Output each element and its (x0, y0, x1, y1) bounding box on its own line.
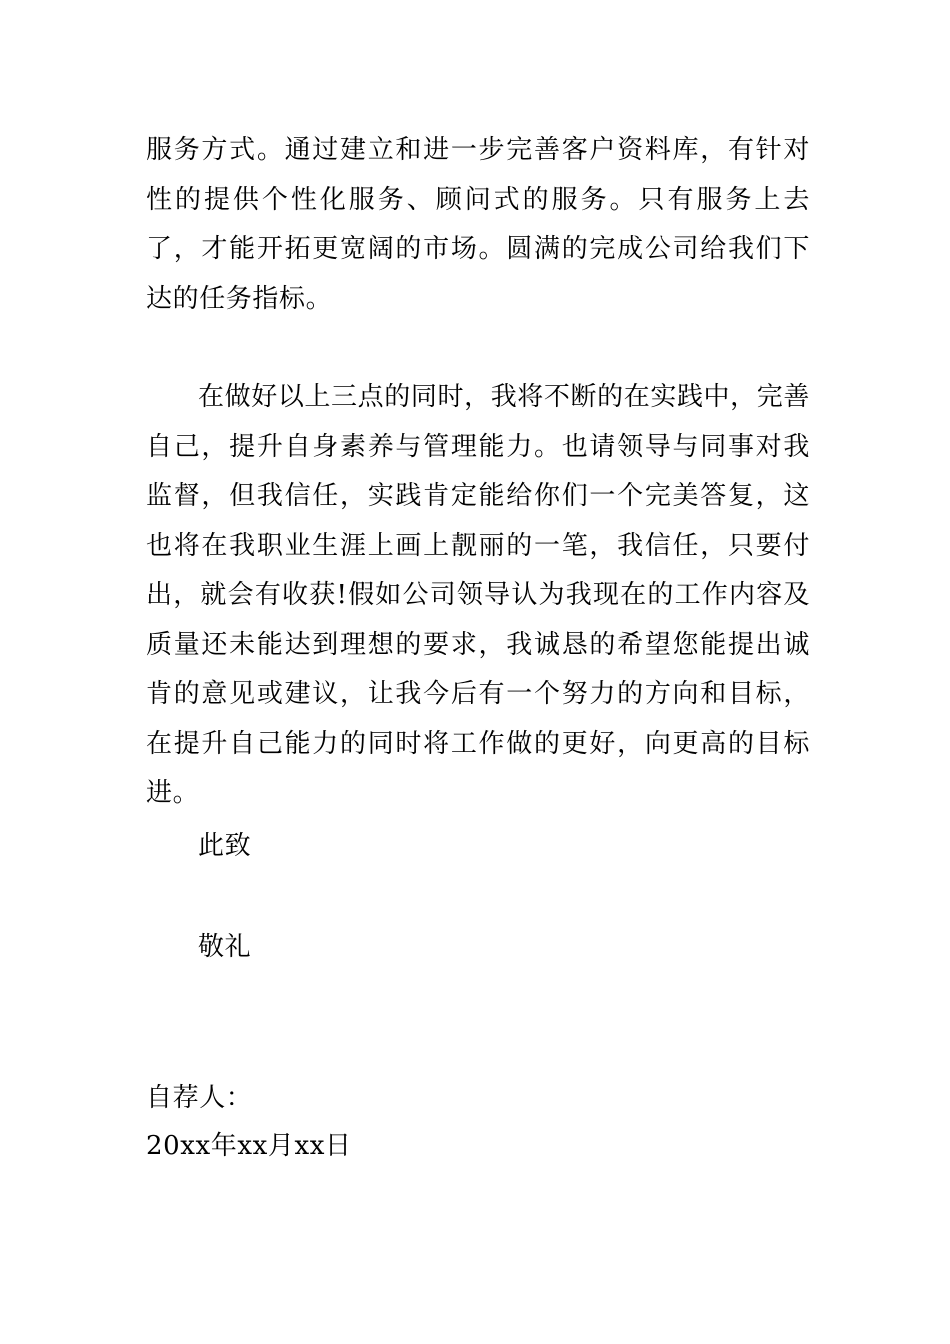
body-paragraph-2: 在做好以上三点的同时，我将不断的在实践中，完善自己，提升自身素养与管理能力。也请领导与同事对我监督，但我信任，实践肯定能给你们一个完美答复，这也将在我职业生涯上画上靓丽的一笔，我信任，只要付出，就会有收获!假如公司领导认为我现在的工作内容及质量还未能达到理想的要求，我诚恳的希望您能提出诚肯的意见或建议，让我今后有一个努力的方向和目标，在提升自己能力的同时将工作做的更好，向更高的目标进。 (146, 382, 810, 808)
signature-label: 自荐人： (146, 1083, 253, 1113)
date-line: 20xx年xx月xx日 (146, 1131, 352, 1161)
closing-salutation: 此致 (198, 831, 252, 861)
body-paragraph-1: 服务方式。通过建立和进一步完善客户资料库，有针对性的提供个性化服务、顾问式的服务。只有服务上去了，才能开拓更宽阔的市场。圆满的完成公司给我们下达的任务指标。 (146, 135, 810, 314)
closing-regards: 敬礼 (198, 932, 252, 962)
